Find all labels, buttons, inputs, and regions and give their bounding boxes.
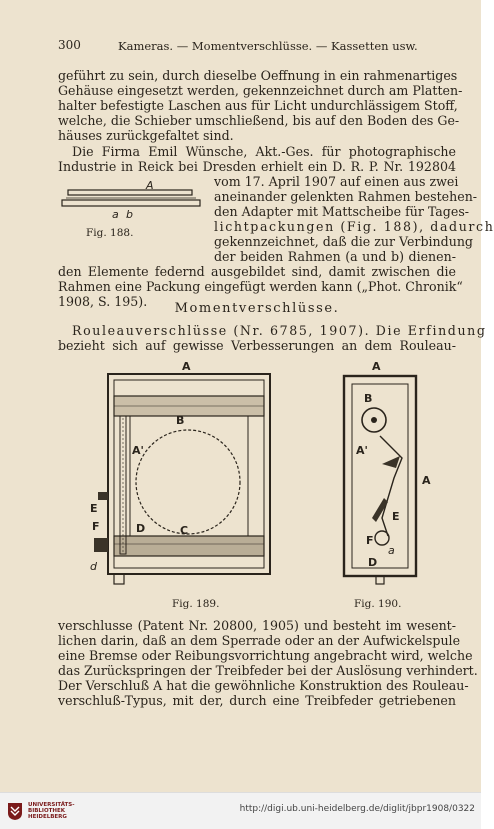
text-line: Die Firma Emil Wünsche, Akt.-Ges. für photographische (72, 144, 456, 159)
university-library-logo-icon (6, 801, 24, 821)
figure-label: a (388, 544, 395, 557)
figure-label: B (364, 392, 373, 405)
running-title: Kameras. — Momentverschlüsse. — Kassetten usw. (118, 39, 418, 53)
text-line: der beiden Rahmen (a und b) dienen- (214, 249, 456, 264)
figure-label: A' (132, 444, 144, 457)
figure-label: B (176, 414, 185, 427)
text-line: halter befestigte Laschen aus für Licht undurchlässigem Stoff, (58, 98, 458, 113)
text-line: bezieht sich auf gewisse Verbesserungen an dem Rouleau- (58, 338, 456, 353)
figure-label: F (92, 520, 100, 533)
figure-189-caption: Fig. 189. (172, 598, 220, 610)
text-line: häuses zurückgefaltet sind. (58, 128, 234, 143)
text-line: verschluß-Typus, mit der, durch eine Treibfeder getriebenen (58, 693, 456, 708)
figure-189-drawing (84, 358, 284, 598)
page-number: 300 (58, 38, 81, 52)
text-line: Industrie in Reick bei Dresden erhielt ein D. R. P. Nr. 192804 (58, 159, 456, 174)
figure-label: F (366, 534, 374, 547)
figure-188-caption: Fig. 188. (86, 227, 134, 239)
text-line: Der Verschluß A hat die gewöhnliche Konstruktion des Rouleau- (58, 678, 469, 693)
text-line: lichtpackungen (Fig. 188), dadurch (214, 219, 494, 234)
text-line: vom 17. April 1907 auf einen aus zwei (214, 174, 459, 189)
figure-188-drawing (60, 180, 210, 224)
figure-190-drawing (332, 358, 444, 598)
figure-label: A (182, 360, 191, 373)
figure-label: E (90, 502, 98, 515)
figure-label: a (112, 208, 119, 221)
figure-label: A' (356, 444, 368, 457)
text-line: Gehäuse eingesetzt werden, gekennzeichnet durch am Platten- (58, 83, 463, 98)
figure-label: A (372, 360, 381, 373)
text-line: den Elemente federnd ausgebildet sind, damit zwischen die (58, 264, 456, 279)
figure-label: D (368, 556, 378, 569)
figure-label: A (146, 179, 154, 192)
figure-label: b (126, 208, 133, 221)
text-line: Rahmen eine Packung eingefügt werden kann („Phot. Chronik“ (58, 279, 463, 294)
text-line: aneinander gelenkten Rahmen bestehen- (214, 189, 478, 204)
text-line: eine Bremse oder Reibungsvorrichtung angebracht wird, welche (58, 648, 473, 663)
figure-label: D (136, 522, 146, 535)
permalink-url[interactable]: http://digi.ub.uni-heidelberg.de/diglit/jbpr1908/0322 (239, 804, 475, 814)
running-header (58, 38, 462, 58)
text-line: lichen darin, daß an dem Sperrade oder an der Aufwickelspule (58, 633, 461, 648)
text-line: das Zurückspringen der Treibfeder bei der Auslösung verhindert. (58, 663, 478, 678)
figure-label: C (180, 524, 189, 537)
figure-label: A (422, 474, 431, 487)
figure-label: E (392, 510, 400, 523)
section-title: Momentverschlüsse. (174, 301, 340, 316)
figure-190-caption: Fig. 190. (354, 598, 402, 610)
text-line: 1908, S. 195). (58, 294, 148, 309)
text-line: den Adapter mit Mattscheibe für Tages- (214, 204, 470, 219)
text-line: welche, die Schieber umschließend, bis auf den Boden des Ge- (58, 113, 460, 128)
library-name: UNIVERSITÄTS- BIBLIOTHEK HEIDELBERG (28, 802, 75, 820)
figure-label: d (90, 560, 97, 573)
text-line: Rouleauverschlüsse (Nr. 6785, 1907). Die Erfindung (72, 323, 487, 338)
text-line: verschlusse (Patent Nr. 20800, 1905) und besteht im wesent- (58, 618, 456, 633)
viewer-footer (0, 792, 481, 829)
text-line: gekennzeichnet, daß die zur Verbindung (214, 234, 473, 249)
text-line: geführt zu sein, durch dieselbe Oeffnung in ein rahmenartiges (58, 68, 458, 83)
